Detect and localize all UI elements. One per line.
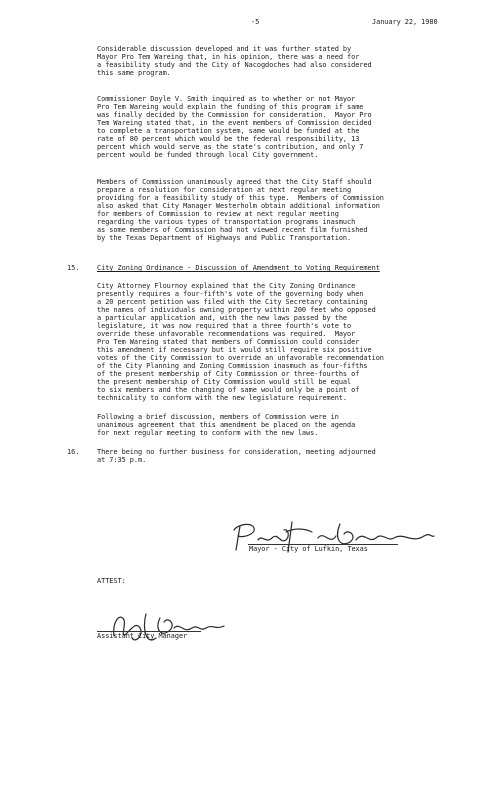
text-line: There being no further business for consideration, meeting adjourned: [97, 448, 376, 456]
text-line: Mayor Pro Tem Wareing that, in his opinion, there was a need for: [97, 53, 360, 61]
text-line: the names of individuals owning property within 200 feet who opposed: [97, 306, 376, 314]
text-line: of the City Planning and Zoning Commission inasmuch as four-fifths: [97, 362, 368, 370]
text-line: at 7:35 p.m.: [97, 456, 147, 464]
attest-signature: [108, 608, 228, 650]
attest-label: ATTEST:: [97, 577, 126, 585]
text-line: City Attorney Flournoy explained that the City Zoning Ordinance: [97, 282, 356, 290]
text-line: providing for a feasibility study of this type. Members of Commission: [97, 194, 384, 202]
text-line: a feasibility study and the City of Nacogdoches had also considered: [97, 61, 372, 69]
text-line: presently requires a four-fifth's vote of the governing body when: [97, 290, 364, 298]
text-line: the present membership of City Commission would still be equal: [97, 378, 352, 386]
text-line: to six members and the changing of same would only be a point of: [97, 386, 360, 394]
item-number: 15.: [67, 264, 80, 272]
text-line: percent which would serve as the state's contribution, and only 7: [97, 143, 364, 151]
text-line: by the Texas Department of Highways and Public Transportation.: [97, 234, 352, 242]
text-line: was finally decided by the Commission for consideration. Mayor Pro: [97, 111, 372, 119]
text-line: legislature, it was now required that a three fourth's vote to: [97, 322, 352, 330]
text-line: for members of Commission to review at next regular meeting: [97, 210, 339, 218]
text-line: Considerable discussion developed and it was further stated by: [97, 45, 352, 53]
page-number: -5: [251, 18, 260, 26]
item-number: 16.: [67, 448, 80, 456]
text-line: prepare a resolution for consideration at next regular meeting: [97, 186, 352, 194]
text-line: Commissioner Doyle V. Smith inquired as to whether or not Mayor: [97, 95, 356, 103]
text-line: technicality to conform with the new legislature requirement.: [97, 394, 348, 402]
text-line: Following a brief discussion, members of Commission were in: [97, 413, 339, 421]
text-line: a 20 percent petition was filed with the City Secretary containing: [97, 298, 368, 306]
text-line: also asked that City Manager Westerholm obtain additional information: [97, 202, 380, 210]
text-line: unanimous agreement that this amendment be placed on the agenda: [97, 421, 356, 429]
mayor-title: Mayor - City of Lufkin, Texas: [249, 545, 368, 553]
text-line: rate of 80 percent which would be the federal responsibility, 13: [97, 135, 360, 143]
text-line: Pro Tem Wareing stated that members of Commission could consider: [97, 338, 360, 346]
attest-title: Assistant City Manager: [97, 632, 188, 640]
text-line: this amendment if necessary but it would still require six positive: [97, 346, 372, 354]
text-line: Tem Wareing stated that, in the event members of Commission decided: [97, 119, 372, 127]
text-line: regarding the various types of transportation programs inasmuch: [97, 218, 356, 226]
text-line: a particular application and, with the new laws passed by the: [97, 314, 348, 322]
text-line: as some members of Commission had not viewed recent film furnished: [97, 226, 368, 234]
text-line: this same program.: [97, 69, 171, 77]
text-line: for next regular meeting to conform with the new laws.: [97, 429, 319, 437]
text-line: percent would be funded through local City government.: [97, 151, 319, 159]
text-line: of the present membership of City Commission or three-fourths of: [97, 370, 360, 378]
page-date: January 22, 1980: [372, 18, 438, 26]
text-line: to complete a transportation system, same would be funded at the: [97, 127, 360, 135]
item-heading: City Zoning Ordinance - Discussion of Amendment to Voting Requirement: [97, 264, 380, 272]
text-line: Pro Tem Wareing would explain the funding of this program if same: [97, 103, 364, 111]
text-line: Members of Commission unanimously agreed that the City Staff should: [97, 178, 372, 186]
text-line: override these unfavorable recommendations was required. Mayor: [97, 330, 356, 338]
text-line: votes of the City Commission to override an unfavorable recommendation: [97, 354, 384, 362]
